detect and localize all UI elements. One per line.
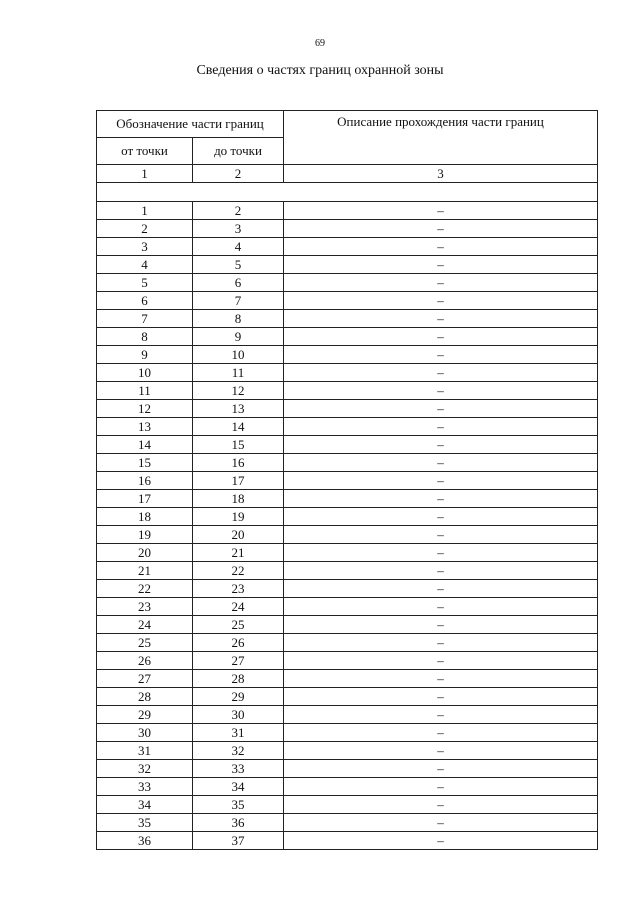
from-point-cell: 30 (97, 724, 193, 742)
table-row (97, 832, 598, 850)
to-point-cell: 21 (193, 544, 284, 562)
table-row (97, 292, 598, 310)
to-point-cell: 28 (193, 670, 284, 688)
from-point-cell: 31 (97, 742, 193, 760)
table-row (97, 724, 598, 742)
description-cell: – (284, 760, 598, 778)
from-point-cell: 3 (97, 238, 193, 256)
from-point-cell: 24 (97, 616, 193, 634)
table-row (97, 364, 598, 382)
to-point-cell: 18 (193, 490, 284, 508)
to-point-cell: 32 (193, 742, 284, 760)
to-point-cell: 20 (193, 526, 284, 544)
description-cell: – (284, 706, 598, 724)
from-point-cell: 12 (97, 400, 193, 418)
from-point-cell: 10 (97, 364, 193, 382)
to-point-cell: 15 (193, 436, 284, 454)
to-point-cell: 12 (193, 382, 284, 400)
description-cell: – (284, 490, 598, 508)
to-point-cell: 17 (193, 472, 284, 490)
from-point-cell: 5 (97, 274, 193, 292)
to-point-cell: 24 (193, 598, 284, 616)
description-cell: – (284, 310, 598, 328)
to-point-cell: 30 (193, 706, 284, 724)
to-point-cell: 4 (193, 238, 284, 256)
from-point-cell: 16 (97, 472, 193, 490)
table-row (97, 652, 598, 670)
to-point-cell: 33 (193, 760, 284, 778)
table-row (97, 310, 598, 328)
to-point-cell: 10 (193, 346, 284, 364)
description-cell: – (284, 238, 598, 256)
header-to-point: до точки (193, 138, 284, 165)
description-cell: – (284, 418, 598, 436)
table-row (97, 328, 598, 346)
to-point-cell: 25 (193, 616, 284, 634)
table-row (97, 346, 598, 364)
from-point-cell: 23 (97, 598, 193, 616)
to-point-cell: 16 (193, 454, 284, 472)
description-cell: – (284, 652, 598, 670)
description-cell: – (284, 526, 598, 544)
table-row (97, 778, 598, 796)
to-point-cell: 34 (193, 778, 284, 796)
table-row (97, 670, 598, 688)
table-row (97, 634, 598, 652)
table-row (97, 238, 598, 256)
to-point-cell: 6 (193, 274, 284, 292)
table-row (97, 256, 598, 274)
from-point-cell: 13 (97, 418, 193, 436)
from-point-cell: 36 (97, 832, 193, 850)
from-point-cell: 11 (97, 382, 193, 400)
table-row (97, 760, 598, 778)
table-row (97, 616, 598, 634)
description-cell: – (284, 346, 598, 364)
table-row (97, 814, 598, 832)
from-point-cell: 7 (97, 310, 193, 328)
from-point-cell: 34 (97, 796, 193, 814)
table-row (97, 202, 598, 220)
table-row (97, 544, 598, 562)
from-point-cell: 17 (97, 490, 193, 508)
from-point-cell: 18 (97, 508, 193, 526)
description-cell: – (284, 832, 598, 850)
description-cell: – (284, 382, 598, 400)
to-point-cell: 35 (193, 796, 284, 814)
to-point-cell: 31 (193, 724, 284, 742)
from-point-cell: 9 (97, 346, 193, 364)
table-row (97, 490, 598, 508)
from-point-cell: 33 (97, 778, 193, 796)
description-cell: – (284, 670, 598, 688)
description-cell: – (284, 274, 598, 292)
description-cell: – (284, 544, 598, 562)
to-point-cell: 26 (193, 634, 284, 652)
page-number: 69 (315, 38, 325, 49)
description-cell: – (284, 562, 598, 580)
description-cell: – (284, 688, 598, 706)
description-cell: – (284, 598, 598, 616)
to-point-cell: 9 (193, 328, 284, 346)
to-point-cell: 27 (193, 652, 284, 670)
table-row (97, 526, 598, 544)
to-point-cell: 2 (193, 202, 284, 220)
description-cell: – (284, 364, 598, 382)
header-from-point: от точки (97, 138, 193, 165)
table-row (97, 400, 598, 418)
table-row (97, 454, 598, 472)
table-row (97, 598, 598, 616)
from-point-cell: 27 (97, 670, 193, 688)
blank-row (97, 183, 598, 202)
to-point-cell: 11 (193, 364, 284, 382)
description-cell: – (284, 472, 598, 490)
to-point-cell: 19 (193, 508, 284, 526)
to-point-cell: 8 (193, 310, 284, 328)
table-row (97, 418, 598, 436)
table-row (97, 220, 598, 238)
header-boundary-designation: Обозначение части границ (97, 111, 284, 138)
table-row (97, 562, 598, 580)
boundary-parts-table (96, 110, 598, 850)
column-number: 2 (193, 165, 284, 183)
column-number: 3 (284, 165, 598, 183)
from-point-cell: 14 (97, 436, 193, 454)
to-point-cell: 29 (193, 688, 284, 706)
description-cell: – (284, 742, 598, 760)
table-row (97, 382, 598, 400)
from-point-cell: 35 (97, 814, 193, 832)
description-cell: – (284, 616, 598, 634)
from-point-cell: 22 (97, 580, 193, 598)
description-cell: – (284, 508, 598, 526)
to-point-cell: 14 (193, 418, 284, 436)
description-cell: – (284, 796, 598, 814)
table-row (97, 742, 598, 760)
description-cell: – (284, 328, 598, 346)
table-row (97, 796, 598, 814)
to-point-cell: 23 (193, 580, 284, 598)
description-cell: – (284, 778, 598, 796)
from-point-cell: 21 (97, 562, 193, 580)
from-point-cell: 29 (97, 706, 193, 724)
to-point-cell: 7 (193, 292, 284, 310)
from-point-cell: 6 (97, 292, 193, 310)
from-point-cell: 4 (97, 256, 193, 274)
description-cell: – (284, 724, 598, 742)
description-cell: – (284, 292, 598, 310)
from-point-cell: 28 (97, 688, 193, 706)
description-cell: – (284, 400, 598, 418)
from-point-cell: 19 (97, 526, 193, 544)
from-point-cell: 20 (97, 544, 193, 562)
table-row (97, 472, 598, 490)
from-point-cell: 15 (97, 454, 193, 472)
description-cell: – (284, 454, 598, 472)
document-title: Сведения о частях границ охранной зоны (196, 63, 444, 78)
description-cell: – (284, 202, 598, 220)
to-point-cell: 5 (193, 256, 284, 274)
table-row (97, 706, 598, 724)
table-row (97, 436, 598, 454)
blank-cell (97, 183, 598, 202)
description-cell: – (284, 580, 598, 598)
description-cell: – (284, 256, 598, 274)
from-point-cell: 1 (97, 202, 193, 220)
table-row (97, 688, 598, 706)
header-description: Описание прохождения части границ (284, 111, 598, 165)
column-number: 1 (97, 165, 193, 183)
to-point-cell: 3 (193, 220, 284, 238)
from-point-cell: 2 (97, 220, 193, 238)
from-point-cell: 25 (97, 634, 193, 652)
table-header-row (97, 111, 598, 138)
description-cell: – (284, 436, 598, 454)
column-numbers-row (97, 165, 598, 183)
description-cell: – (284, 814, 598, 832)
description-cell: – (284, 634, 598, 652)
table-row (97, 274, 598, 292)
to-point-cell: 36 (193, 814, 284, 832)
from-point-cell: 8 (97, 328, 193, 346)
table-row (97, 580, 598, 598)
to-point-cell: 37 (193, 832, 284, 850)
from-point-cell: 32 (97, 760, 193, 778)
to-point-cell: 22 (193, 562, 284, 580)
description-cell: – (284, 220, 598, 238)
to-point-cell: 13 (193, 400, 284, 418)
table-row (97, 508, 598, 526)
from-point-cell: 26 (97, 652, 193, 670)
